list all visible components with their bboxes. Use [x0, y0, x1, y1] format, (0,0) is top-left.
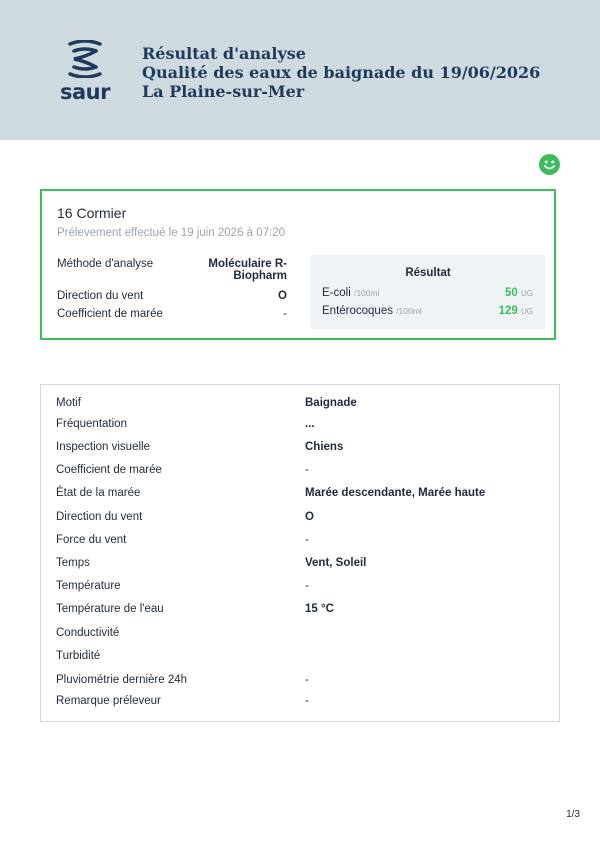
result-name-ecoli	[322, 287, 379, 299]
detail-row	[41, 487, 559, 507]
detail-row	[41, 674, 559, 694]
detail-row	[41, 534, 559, 554]
result-value-ecoli	[505, 287, 533, 299]
detail-label: Turbidité	[56, 650, 101, 662]
site-name: 16 Cormier	[57, 205, 127, 221]
detail-row	[41, 603, 559, 623]
param-label-tide: Coefficient de marée	[57, 308, 163, 320]
smiley-happy-icon	[539, 154, 560, 175]
detail-label: Fréquentation	[56, 418, 127, 430]
detail-row	[41, 511, 559, 531]
detail-row	[41, 580, 559, 600]
result-value-enterococci	[499, 305, 533, 317]
param-label-wind: Direction du vent	[57, 290, 144, 302]
detail-label: Motif	[56, 397, 81, 409]
detail-value: -	[305, 464, 309, 476]
detail-value: Baignade	[305, 397, 357, 409]
detail-label: Temps	[56, 557, 90, 569]
detail-value: O	[305, 511, 314, 523]
page-title	[142, 44, 540, 101]
result-box	[311, 255, 545, 329]
title-line-2: Qualité des eaux de baignade du 19/06/2026	[142, 63, 541, 82]
detail-label: État de la marée	[56, 487, 141, 499]
detail-value: Vent, Soleil	[305, 557, 367, 569]
result-enterococci-label: Entérocoques	[322, 305, 393, 317]
detail-value: -	[305, 695, 309, 707]
result-title: Résultat	[405, 267, 451, 279]
result-enterococci-value-unit: UG	[521, 307, 533, 316]
detail-value: ...	[305, 418, 315, 430]
result-name-enterococci	[322, 305, 422, 317]
param-value-wind: O	[278, 290, 287, 302]
sample-date: Prélevement effectué le 19 juin 2026 à 07:20	[57, 227, 286, 239]
page-number: 1/3	[566, 809, 580, 820]
result-enterococci-unit: /100ml	[396, 306, 422, 316]
result-ecoli-value: 50	[505, 287, 518, 299]
param-value-method-line1: Moléculaire R-	[208, 258, 287, 270]
param-label-method: Méthode d'analyse	[57, 258, 154, 270]
param-value-tide: -	[283, 308, 287, 320]
detail-row	[41, 627, 559, 647]
detail-value: -	[305, 534, 309, 546]
detail-value: -	[305, 580, 309, 592]
detail-label: Température	[56, 580, 121, 592]
detail-row	[41, 464, 559, 484]
details-card	[40, 384, 560, 722]
detail-row	[41, 557, 559, 577]
detail-row	[41, 397, 559, 417]
title-line-1: Résultat d'analyse	[142, 44, 306, 63]
detail-label: Pluviométrie dernière 24h	[56, 674, 188, 686]
saur-waves-icon	[64, 40, 106, 78]
param-value-method	[208, 258, 287, 282]
result-card	[40, 189, 556, 340]
detail-label: Coefficient de marée	[56, 464, 162, 476]
detail-label: Température de l'eau	[56, 603, 164, 615]
result-ecoli-value-unit: UG	[521, 289, 533, 298]
detail-label: Direction du vent	[56, 511, 143, 523]
result-ecoli-unit: /100ml	[353, 288, 380, 298]
detail-row	[41, 418, 559, 438]
detail-label: Force du vent	[56, 534, 127, 546]
saur-logo	[58, 40, 112, 106]
detail-value: -	[305, 674, 309, 686]
result-ecoli-label: E-coli	[322, 287, 351, 299]
logo-wordmark: saur	[60, 80, 110, 104]
detail-row	[41, 441, 559, 461]
detail-value: Marée descendante, Marée haute	[305, 487, 486, 499]
detail-label: Conductivité	[56, 627, 120, 639]
detail-value: Chiens	[305, 441, 344, 453]
detail-row	[41, 695, 559, 715]
detail-label: Inspection visuelle	[56, 441, 150, 453]
detail-row	[41, 650, 559, 670]
page-header	[0, 0, 600, 140]
detail-value: 15 °C	[305, 603, 334, 615]
title-line-3: La Plaine-sur-Mer	[142, 82, 305, 101]
detail-label: Remarque préleveur	[56, 695, 161, 707]
result-enterococci-value: 129	[498, 305, 518, 317]
param-value-method-line2: Biopharm	[233, 270, 287, 282]
